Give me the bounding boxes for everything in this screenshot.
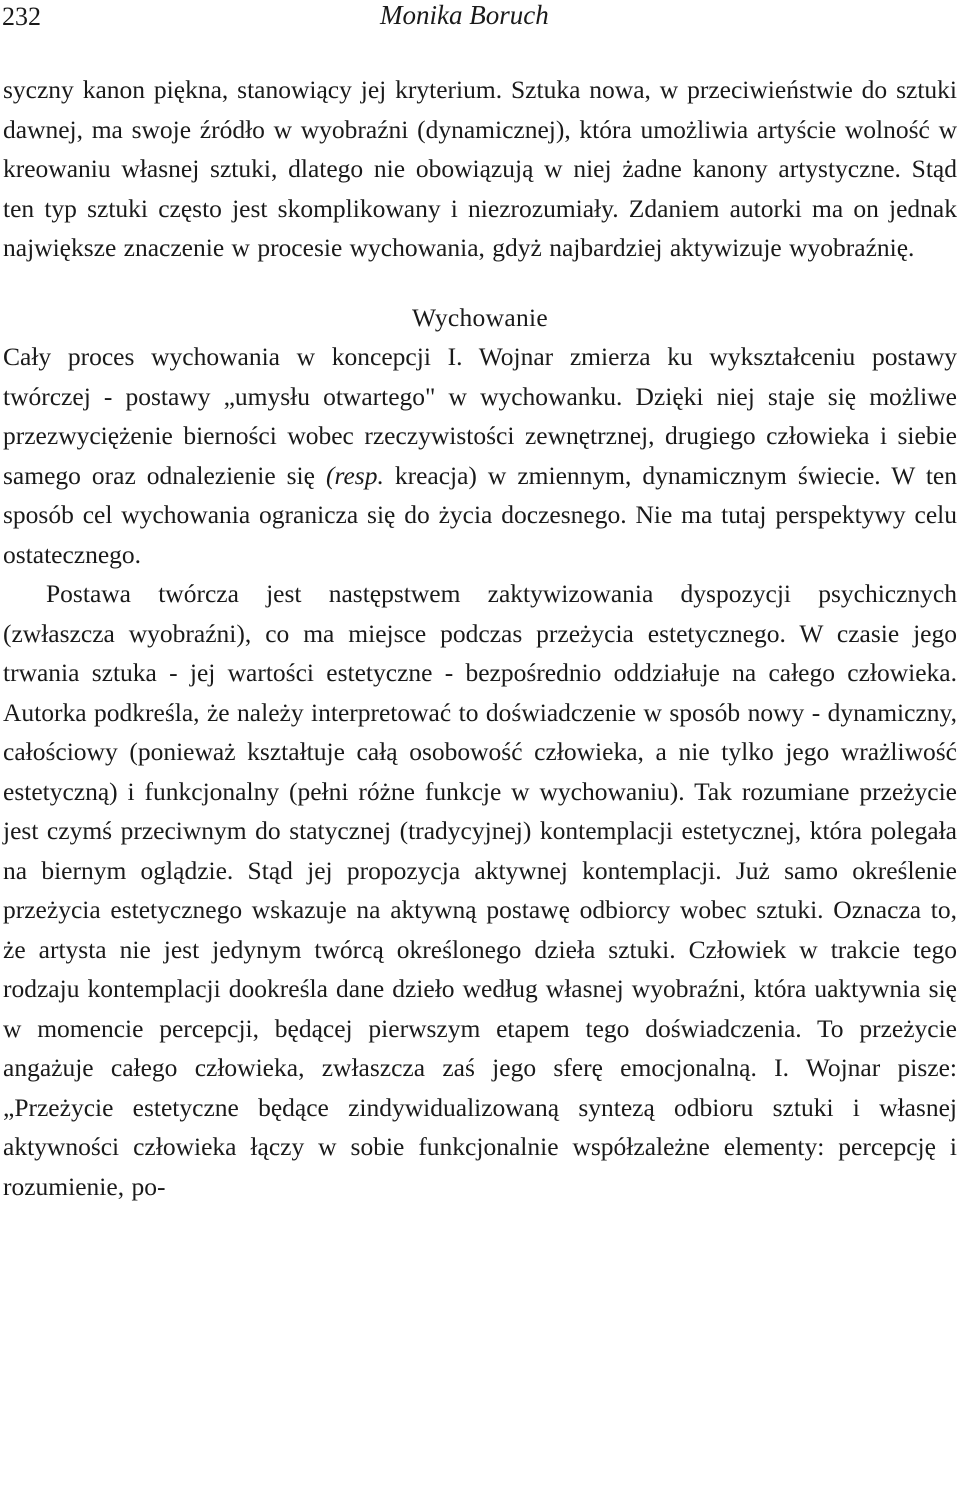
paragraph-text: Cały proces wychowania w koncepcji I. Wojnar zmierza ku wykształceniu postawy twórczej - postawy „umysłu otwartego" w wychowanku. Dzięki niej staje się możliwe przezwyciężenie bierności wobec rzeczywistości zewnętrznej, drugiego człowieka i siebie samego oraz odnalezienie się: [3, 342, 957, 490]
paragraph-continued: syczny kanon piękna, stanowiący jej kryterium. Sztuka nowa, w przeciwieństwie do sztuki dawnej, ma swoje źródło w wyobraźni (dynamicznej), która umożliwia artyście wolność w kreowaniu własnej sztuki, dlatego nie obowiązują w niej żadne kanony artystyczne. Stąd ten typ sztuki często jest skomplikowany i niezrozumiały. Zdaniem autorki ma on jednak największe znaczenie w procesie wychowania, gdyż najbardziej aktywizuje wyobraźnię.: [3, 75, 957, 262]
section-heading: Wychowanie: [412, 302, 548, 332]
body-text: [3, 70, 957, 1206]
running-head-author: Monika Boruch: [380, 0, 549, 30]
italic-abbreviation: (resp.: [325, 460, 384, 490]
paragraph-wychowanie: [3, 337, 957, 574]
page-number: 232: [2, 2, 41, 31]
paragraph-postawa-tworcza: Postawa twórcza jest następstwem zaktywizowania dyspozycji psychicznych (zwłaszcza wyobraźni), co ma miejsce podczas przeżycia estetycznego. W czasie jego trwania sztuka - jej wartości estetyczne - bezpośrednio oddziałuje na całego człowieka. Autorka podkreśla, że należy interpretować to doświadczenie w sposób nowy - dynamiczny, całościowy (ponieważ kształtuje całą osobowość człowieka, a nie tylko jego wrażliwość estetyczną) i funkcjonalny (pełni różne funkcje w wychowaniu). Tak rozumiane przeżycie jest czymś przeciwnym do statycznej (tradycyjnej) kontemplacji estetycznej, która polegała na biernym oglądzie. Stąd jej propozycja aktywnej kontemplacji. Już samo określenie przeżycia estetycznego wskazuje na aktywną postawę odbiorcy wobec sztuki. Oznacza to, że artysta nie jest jedynym twórcą określonego dzieła sztuki. Człowiek w trakcie tego rodzaju kontemplacji dookreśla dane dzieło według własnej wyobraźni, która uaktywnia się w momencie percepcji, będącej pierwszym etapem tego doświadczenia. To przeżycie angażuje całego człowieka, zwłaszcza zaś jego sferę emocjonalną. I. Wojnar pisze: „Przeżycie estetyczne będące zindywidualizowaną syntezą odbioru sztuki i własnej aktywności człowieka łączy w sobie funkcjonalnie współzależne elementy: percepcję i rozumienie, po-: [3, 579, 957, 1201]
paragraph-text: kreacja) w zmiennym, dynamicznym świecie. W ten sposób cel wychowania ogranicza się do życia doczesnego. Nie ma tutaj perspektywy celu ostatecznego.: [3, 460, 957, 569]
page-header: [0, 0, 960, 36]
